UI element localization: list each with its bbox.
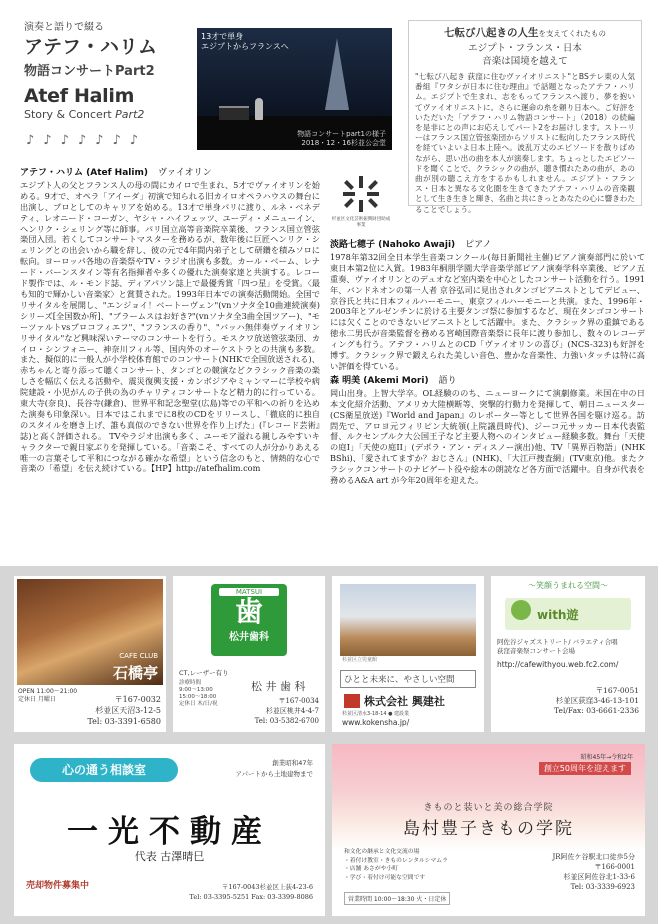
withyou-address: 〒167-0051 杉並区荻窪3-46-13-101 Tel/Fax: 03-6661-2336 <box>554 686 639 715</box>
hall-photo <box>340 584 476 656</box>
header-title-block <box>24 18 199 121</box>
artist-mori <box>330 376 645 486</box>
eiffel-tower-icon <box>325 38 349 110</box>
withyou-logo: with遊 <box>537 608 579 622</box>
estate-representative: 代表 古澤晴巳 <box>134 850 205 863</box>
estate-banner: 心の通う相談室 <box>30 758 178 782</box>
artist-bio: エジプト人の父とフランス人の母の間にカイロで生まれ、5才でヴァイオリンを始める。9才で、オペラ「アイーダ」初演で知られる旧カイロオペラハウスの舞台に出演し、プロとしてのキャリアを始める。13才で単身パリに渡り、ルネ・ベネデティ、レオニード・コーガン、ヤシャ・ハイフェッツ、ユーディ・メニューイン、ヘンリク・シェリング等に師事。パリ国立高等音楽院卒業後、フランス国立管弦楽団入団。若くしてコンサートマスターを務めるが、数年後に巨匠ヘンリク・シェリングとの出会いから職を辞し、彼の元で4年間内弟子として研鑽を積みソロに転向。ヨーロッパ各地の音楽祭やTV・ラジオ出演も多数。カール・ベーム、レナード・バーンスタイン等有名指揮者や多くの優れた演奏家達と共演する。レコード製作では、ル・モンド誌、ディアパソン誌上で最優秀賞「四つ星」を受賞。〈最も知的で輝かしい音楽家〉と賞賛された。1993年日本での演奏活動開始。全国でリサイタルを展開し、"エンジョイ！ベートーヴェン"(vnソナタ全10曲連続演奏)シリーズ[全国数か所]、"ブラームスはお好き?"(vnソナタ全3曲全国ツアー)、"モーツァルトvsプロコフィエフ"、"フランスの香り"、"バッハ無伴奏ヴァイオリンリサイタル"など興味深いテーマのコンサートを行う。モスクワ放送管弦楽団、カイロ・シンフォニー、神奈川フィル等、国内外のオーケストラとの共演も多数。また、擬似的に一般人が小学校体育館でのコンサート(NHKで全国放送される)、赤ちゃんと寄り添って聴くコンサート、タンゴとの競演などクラシック音楽の楽しさを幅広く伝える活動や、震災復興支援・カンボジアやミャンマーに学校や病院建設・小児がんの子供の為のチャリティコンサートなど精力的に行っている。東大寺(奈良)、長谷寺(鎌倉)、世界平和記念聖堂(広島)等での平和への祈りを込めた演奏も印象深い。日本ではこれまでに8枚のCDをリリースし、「徹底的に独自のスタイルを磨き上げ、誰も真似のできない世界を作り上げた」(『レコード芸術』誌)と高く評価される。 TVやラジオ出演も多く、ユーモア溢れる親しみやすいキャラクターで親日家ぶりを発揮している。「音楽こそ、すべての人が分かりあえる唯一の言葉そして平和につながる確かな希望」という信念のもと、情熱的な心で音楽の「希望」を伝え続けている。【HP】http://atefhalim.com <box>20 179 320 474</box>
header-subtitle-en: Story & Concert Part2 <box>24 108 145 121</box>
kimono-name: 島村豊子きもの学院 <box>403 819 574 839</box>
construction-web: www.kokensha.jp/ <box>342 718 410 727</box>
foundation-caption: 杉並区文化芸術振興財団助成事業 <box>331 217 391 228</box>
artist-column-right <box>330 240 645 490</box>
violinist-figure <box>255 98 263 120</box>
music-notes-icon: ♪♪♪♪♪♪♪ <box>26 133 148 148</box>
foundation-logo-icon <box>341 174 381 214</box>
cafe-name: 石橋亭 <box>112 664 158 682</box>
dental-name: 松 井 歯 科 <box>251 680 306 693</box>
kimono-address: JR阿佐ケ谷駅北口徒歩5分 〒166-0001 杉並区阿佐谷北1-33-6 Tel: 03-3339-6923 <box>552 853 635 891</box>
cafe-label: CAFE CLUB <box>119 652 158 660</box>
dental-sign: MATSUI 歯 松井歯科 <box>211 584 287 656</box>
cafe-address: 〒167-0032 杉並区天沼3-12-5 Tel: 03-3391-6580 <box>87 695 161 726</box>
artist-name: 淡路七穂子 (Nahoko Awaji) ピアノ <box>330 240 492 250</box>
kimono-years: 昭和45年→令和2年 <box>580 754 633 761</box>
ad-cafe <box>14 576 166 732</box>
kimono-hours: 営業時間 10:00〜18:30 火・日定休 <box>344 892 450 905</box>
story-subtitle: エジプト・フランス・日本 音楽は国境を越えて <box>468 43 582 67</box>
construction-slogan: ひとと未来に、やさしい空間 <box>340 670 476 688</box>
photo-caption-top: 13才で単身 エジプトからフランスへ <box>201 32 289 51</box>
concert-photo <box>197 28 392 150</box>
story-box <box>408 20 642 214</box>
tooth-icon: 歯 <box>234 595 263 628</box>
artist-name: 森 明美 (Akemi Mori) 語り <box>330 375 457 386</box>
cafe-hours: OPEN 11:00〜21:00 定休日 月曜日 <box>18 688 78 703</box>
dental-note: CT,レーザー有り <box>179 669 229 677</box>
withyou-url: http://cafewithyou.web.fc2.com/ <box>497 660 619 669</box>
artist-bio: 1978年第32回全日本学生音楽コンクール(毎日新聞社主催)ピアノ演奏部門に於いて東日本第2位に入賞。1983年桐朋学園大学音楽学部ピアノ演奏学科卒業後、ピアノ五重奏、ヴァイオリンとのデュオなど室内楽を中心としたコンサート活動を行う。1991年、バンドネオンの第一人者 京谷弘司に見出されタンゴピアニストとしてデビュー、京谷氏と共に日本フィルハーモニー、東京フィルハーモニーと共演。また、1996年・2003年とアルゼンチンに於ける主要タンゴ祭に参加するなど、現在タンゴコンサートには欠くことのできないピアニストとして活躍中。また、クラシック界の重鎮である徳永二男氏が音楽監督を務める宮崎国際音楽祭に長年に渡り参加し、数々のレコーディングも行う。アテフ・ハリムとのCD「ヴァイオリンの喜び」(NCS-323)も好評を博す。クラシック界で鍛えられた美しい音色、豊かな音楽性、力強いタッチは特に高い評価を得ている。 <box>330 251 646 371</box>
tree-icon <box>511 600 531 620</box>
ad-construction <box>332 576 484 732</box>
photo-caption-bottom: 物語コンサートpart1の様子 2018・12・16杉並公会堂 <box>297 130 386 147</box>
piano-icon <box>219 106 249 120</box>
artist-awaji <box>330 240 645 372</box>
ads-section <box>0 566 658 924</box>
kimono-banner: 創立50周年を迎えます <box>539 762 631 775</box>
estate-top: 創業昭和47年 アパートから土地建物まで <box>235 759 313 778</box>
foundation-logo <box>330 174 392 232</box>
kimono-list: 和文化の継承と文化交流の場 ・着付け教室・きものレンタルシマムラ ・店舗 あさがや小町 ・学び・着付け可能な空間です <box>344 849 448 881</box>
header-title: アテフ・ハリム <box>24 36 158 58</box>
header-subtitle: 物語コンサートPart2 <box>24 64 155 79</box>
header-title-en: Atef Halim <box>24 85 135 107</box>
construction-logo-icon <box>344 694 360 708</box>
artist-column-left <box>20 168 320 478</box>
hall-caption: 杉並区立児童館 <box>342 657 378 663</box>
ad-real-estate <box>14 744 325 916</box>
withyou-tagline: 〜笑顔うまれる空間〜 <box>528 581 608 590</box>
withyou-sub: 阿佐谷ジャズストリート/ バラエティ合唱 荻窪音楽祭コンサート会場 <box>497 638 618 655</box>
dental-hours: 診療時間 9:00〜13:00 15:00〜18:00 定休日 木/日/祝 <box>179 680 218 707</box>
ad-dental <box>173 576 325 732</box>
ad-withyou <box>491 576 645 732</box>
estate-sale: 売却物件募集中 <box>26 881 90 891</box>
story-title: 七転び八起きの人生を支えてくれたもの <box>444 27 606 39</box>
construction-address: 杉並区清水3-18-14 ● 建設業 <box>342 711 410 717</box>
header-kicker: 演奏と語りで綴る <box>24 22 104 33</box>
artist-name: アテフ・ハリム (Atef Halim) ヴァイオリン <box>20 168 212 178</box>
kimono-tag: きものと装いと美の総合学院 <box>423 803 554 813</box>
dental-address: 〒167-0034 杉並区桃井4-4-7 Tel: 03-5382-6700 <box>254 697 319 725</box>
estate-address: 〒167-0043杉並区上荻4-23-6 Tel: 03-3395-5251 Fax: 03-3399-8086 <box>189 883 313 901</box>
artist-atef <box>20 168 320 474</box>
story-body: "七転び八起き 荻窪に住むヴァイオリニスト"とBSテレ東の人気番組『ワタシが日本に住む理由』で話題となったアテフ・ハリム。エジプトで生まれ、志をもってフランスへ渡り、夢を抱いてヴァイオリニストに。さらに運命の糸を頼り日本へ。ご好評をいただいた「アテフ・ハリム物語コンサート」（2018）の続編を是非にとの声にお応えしてパート2をお届けします。ストーリーはフランス国立管弦楽団からソリストに転向したフランス時代を経ていよいよ日本上陸へ。波乱万丈のエピソードを散りばめながら、思い出の曲を本人が演奏します。ちょっとしたエピソードを聞くことで、クラシックの曲が、聴き慣れたあの曲が、あの曲が別の聴こえ方をするかもしれません。エジプト・フランス・日本と異なる文化圏を生きてきたアテフ・ハリムの音楽観として生き生きと輝き、名曲と共にきっとあなたの心に響きわたることでしょう。 <box>415 72 635 214</box>
ad-kimono <box>332 744 645 916</box>
estate-name: 一光不動産 <box>67 814 272 850</box>
artist-bio: 岡山出身。上智大学卒。OL経験ののち、ニューヨークにて演劇修業。米国在中の日本文化紹介活動、アメリカ大陸横断等、突撃的行動力を発揮して、朝日ニュースター(CS衛星放送)『World and Japan』のレポーター等として世界各国を駆け巡る。訪問先で、アロヨ元フィリピン大統領(上院議員時代)、ジーコ元サッカー日本代表監督、ルクセンブルク大公国王子など主要人物へのインタビュー経験多数。舞台「天使の庭I」「天使の庭II」(デボラ・アン・ディスノー演出)他、TV「異界百物語」(NHK BShi)、「愛されてますか？おじさん」(NHK)、「大江戸捜査網」(TV東京)他。またクラシックコンサートのナビゲート役や絵本の朗読など各方面で活躍中。自身が代表を務めるA&A art が今年20周年を迎えた。 <box>330 387 645 486</box>
construction-name: 株式会社 興建社 <box>364 695 445 708</box>
